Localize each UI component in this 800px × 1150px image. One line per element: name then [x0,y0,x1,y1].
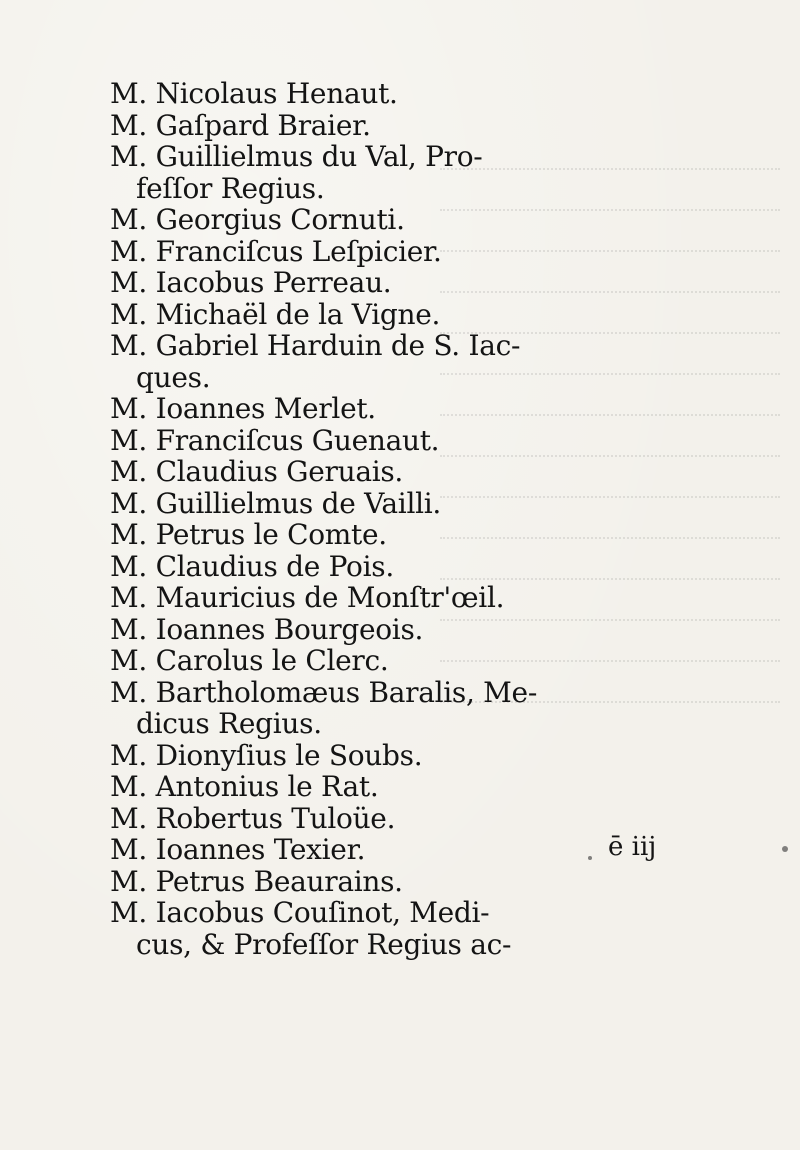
list-line: ques. [136,360,211,394]
list-line: M. Guillielmus de Vailli. [110,486,442,520]
list-line: M. Claudius Geruais. [110,455,404,488]
list-line: M. Carolus le Clerc. [110,644,389,677]
list-line: M. Iacobus Couſinot, Medi- [110,896,490,929]
list-line: M. Mauricius de Monſtr'œil. [110,581,505,614]
list-line: M. Nicolaus Henaut. [110,77,398,110]
list-line: M. Ioannes Bourgeois. [110,612,424,646]
list-line: M. Petrus le Comte. [110,518,387,551]
list-line: M. Michaël de la Vigne. [110,297,441,331]
list-line: M. Guillielmus du Val, Pro- [110,140,483,173]
list-line: cus, & Profeſſor Regius ac- [136,927,512,961]
list-line: M. Ioannes Texier. [110,833,366,866]
list-line: M. Franciſcus Leſpicier. [110,234,442,268]
ink-speck [782,846,788,852]
list-line: M. Georgius Cornuti. [110,203,405,236]
list-line: M. Franciſcus Guenaut. [110,423,440,457]
name-list [110,78,670,960]
list-line: M. Antonius le Rat. [110,770,379,803]
list-line: M. Robertus Tuloüe. [110,801,396,835]
list-line: M. Gabriel Harduin de S. Iac- [110,329,521,362]
ink-speck [588,856,592,860]
list-line: M. Gaſpard Braier. [110,108,371,142]
list-line: M. Iacobus Perreau. [110,266,392,299]
list-line: M. Dionyſius le Soubs. [110,738,423,772]
list-line: M. Ioannes Merlet. [110,392,376,425]
signature-mark: ē iij [608,832,657,862]
list-line: dicus Regius. [136,707,322,740]
list-line: M. Bartholomæus Baralis, Me- [110,675,537,709]
list-line: M. Petrus Beaurains. [110,864,403,898]
list-line: feſſor Regius. [136,171,325,205]
list-line: M. Claudius de Pois. [110,549,394,583]
